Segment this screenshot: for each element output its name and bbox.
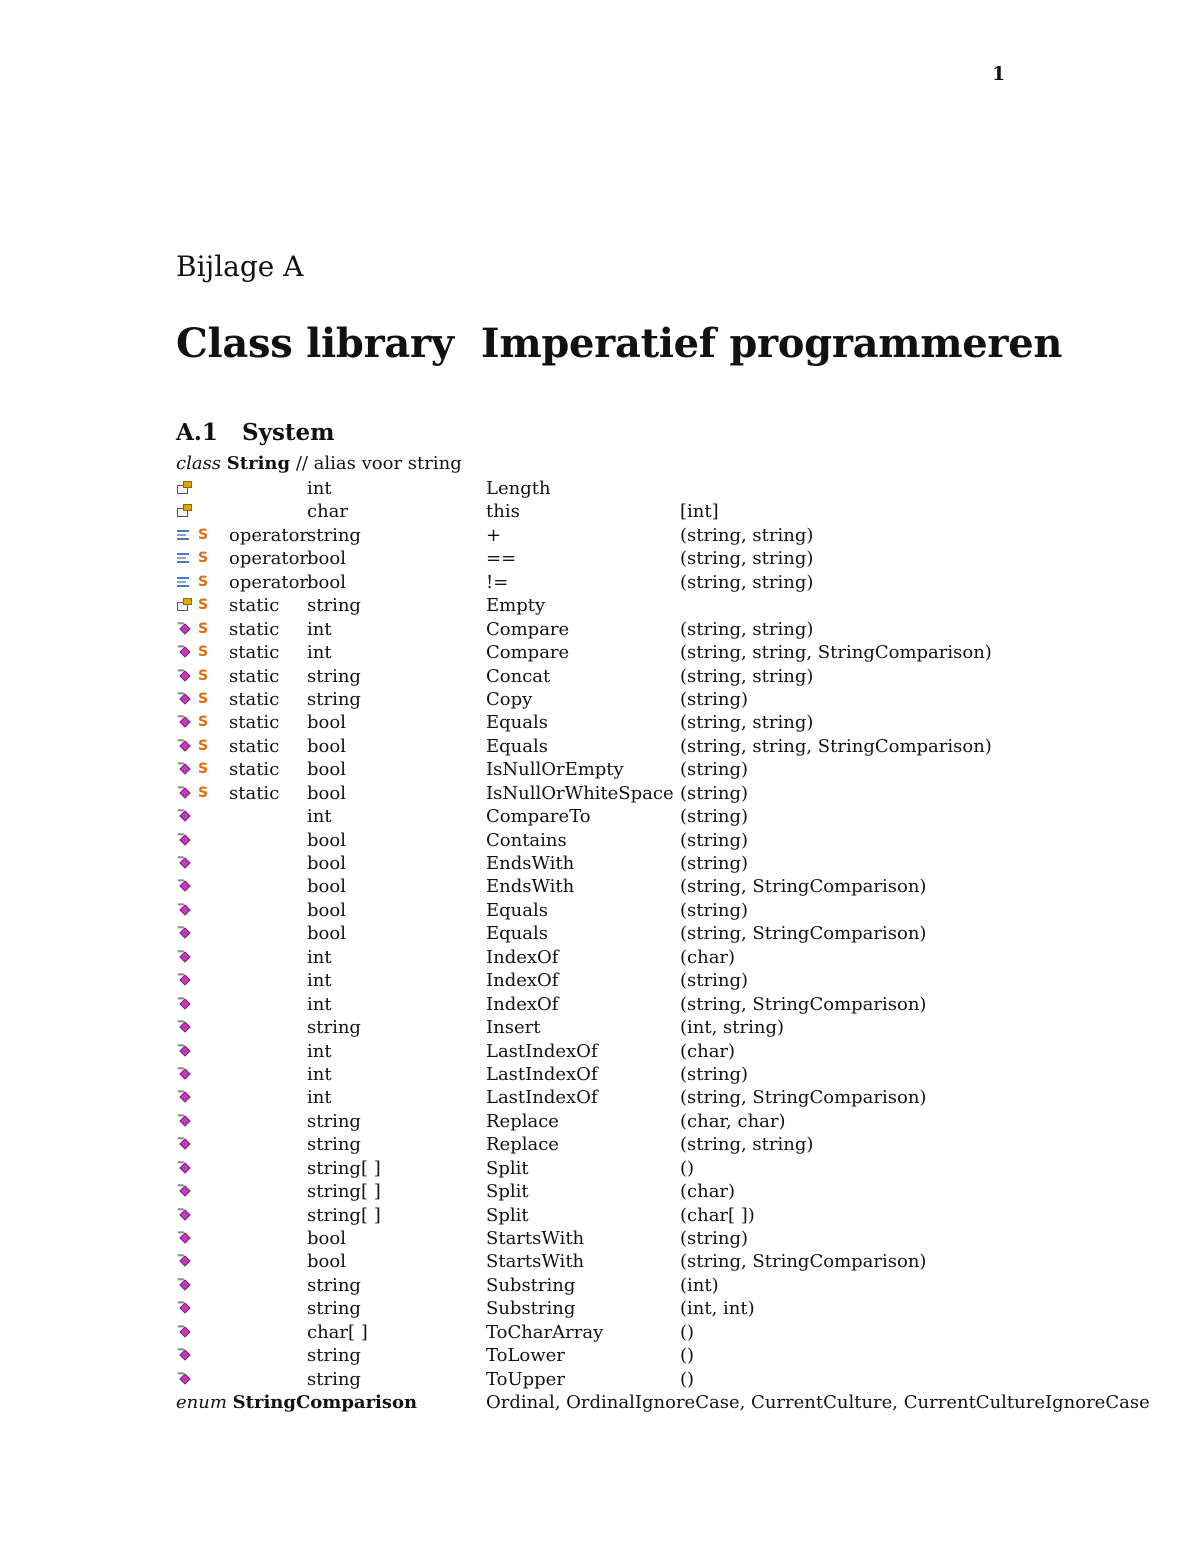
- member-name: Equals: [486, 899, 548, 921]
- member-name: Insert: [486, 1017, 541, 1039]
- static-marker: S: [198, 620, 209, 637]
- member-row: [176, 1204, 1136, 1227]
- member-type: string: [307, 1345, 361, 1367]
- page-number: 1: [992, 63, 1006, 85]
- member-type: string: [307, 1110, 361, 1132]
- member-name: StartsWith: [486, 1251, 585, 1273]
- member-row: [176, 477, 1136, 500]
- member-name: StartsWith: [486, 1228, 585, 1249]
- member-type: string: [307, 1134, 361, 1156]
- member-row: [176, 875, 1136, 898]
- member-name: this: [486, 501, 520, 523]
- member-row: [176, 1063, 1136, 1086]
- member-name: LastIndexOf: [486, 1087, 598, 1109]
- member-type: int: [307, 806, 332, 828]
- chapter-title: Class library Imperatief programmeren: [176, 320, 1063, 367]
- member-modifier: static: [229, 665, 280, 687]
- method-icon: [176, 902, 192, 918]
- member-type: int: [307, 478, 332, 499]
- member-type: char: [307, 501, 349, 523]
- member-type: bool: [307, 548, 346, 570]
- method-icon: [176, 1183, 192, 1199]
- member-name: !=: [486, 571, 509, 593]
- static-marker: S: [198, 573, 209, 590]
- member-params: (string): [680, 853, 748, 874]
- method-icon: [176, 1277, 192, 1293]
- member-name: Split: [486, 1181, 529, 1203]
- static-marker: S: [198, 714, 209, 731]
- method-icon: [176, 1207, 192, 1223]
- member-type: string: [307, 1017, 361, 1039]
- member-row: [176, 993, 1136, 1016]
- member-params: (string): [680, 899, 748, 921]
- section-number: A.1: [176, 419, 218, 446]
- method-icon: [176, 1347, 192, 1363]
- member-row: [176, 641, 1136, 664]
- member-params: (): [680, 1157, 695, 1179]
- member-type: int: [307, 618, 332, 640]
- member-params: (char, char): [680, 1110, 786, 1132]
- member-name: Equals: [486, 735, 548, 757]
- member-name: Contains: [486, 829, 567, 851]
- member-params: (int, string): [680, 1017, 785, 1039]
- member-row: [176, 782, 1136, 805]
- member-type: bool: [307, 876, 346, 898]
- method-icon: [176, 1136, 192, 1152]
- member-name: IsNullOrEmpty: [486, 759, 624, 781]
- member-params: (string, StringComparison): [680, 1251, 927, 1273]
- member-params: (char): [680, 1181, 736, 1203]
- member-modifier: static: [229, 735, 280, 757]
- method-icon: [176, 1371, 192, 1387]
- member-modifier: static: [229, 618, 280, 640]
- member-type: int: [307, 1087, 332, 1109]
- member-type: int: [307, 1063, 332, 1085]
- member-row: [176, 899, 1136, 922]
- member-params: (string): [680, 806, 748, 828]
- member-row: [176, 946, 1136, 969]
- member-name: Compare: [486, 618, 570, 640]
- member-params: (string, string, StringComparison): [680, 642, 992, 664]
- member-type: string: [307, 1274, 361, 1296]
- member-row: [176, 524, 1136, 547]
- member-row: [176, 1344, 1136, 1367]
- member-row: [176, 1180, 1136, 1203]
- member-row: [176, 711, 1136, 734]
- method-icon: [176, 738, 192, 754]
- enum-values: Ordinal, OrdinalIgnoreCase, CurrentCulture, CurrentCultureIgnoreCase: [486, 1392, 1150, 1413]
- member-name: Equals: [486, 712, 548, 734]
- member-row: [176, 500, 1136, 523]
- member-type: bool: [307, 853, 346, 874]
- member-params: (string, string): [680, 1134, 814, 1156]
- method-icon: [176, 761, 192, 777]
- method-icon: [176, 855, 192, 871]
- member-type: int: [307, 1040, 332, 1062]
- member-row: [176, 594, 1136, 617]
- static-marker: S: [198, 690, 209, 707]
- member-params: (): [680, 1345, 695, 1367]
- member-row: [176, 1368, 1136, 1391]
- class-declaration: [176, 453, 462, 474]
- member-row: [176, 1016, 1136, 1039]
- member-type: string[ ]: [307, 1204, 381, 1226]
- method-icon: [176, 1300, 192, 1316]
- member-type: string[ ]: [307, 1181, 381, 1203]
- member-name: Length: [486, 478, 551, 499]
- indexer-icon: [176, 503, 192, 519]
- class-name: String: [226, 453, 291, 474]
- method-icon: [176, 996, 192, 1012]
- member-row: [176, 1133, 1136, 1156]
- member-params: (string): [680, 1228, 748, 1249]
- member-row: [176, 665, 1136, 688]
- member-modifier: static: [229, 688, 280, 710]
- method-icon: [176, 1253, 192, 1269]
- member-modifier: static: [229, 759, 280, 781]
- member-params: (string, StringComparison): [680, 993, 927, 1015]
- class-comment: // alias voor string: [295, 453, 462, 474]
- member-name: Split: [486, 1204, 529, 1226]
- member-row: [176, 571, 1136, 594]
- member-row: [176, 758, 1136, 781]
- member-modifier: operator: [229, 548, 309, 570]
- static-marker: S: [198, 644, 209, 661]
- member-params: (string): [680, 688, 748, 710]
- member-type: bool: [307, 782, 346, 804]
- member-row: [176, 618, 1136, 641]
- member-type: bool: [307, 571, 346, 593]
- member-params: (string): [680, 1063, 748, 1085]
- member-name: IndexOf: [486, 970, 559, 992]
- member-params: (string, string): [680, 548, 814, 570]
- member-row: [176, 1297, 1136, 1320]
- member-params: (string, string): [680, 524, 814, 546]
- member-params: (string, string, StringComparison): [680, 735, 992, 757]
- member-name: EndsWith: [486, 876, 575, 898]
- member-type: bool: [307, 735, 346, 757]
- operator-icon: [176, 574, 192, 590]
- method-icon: [176, 1324, 192, 1340]
- member-name: Replace: [486, 1134, 559, 1156]
- member-params: (char[ ]): [680, 1204, 755, 1226]
- enum-declaration: [176, 1392, 1176, 1415]
- member-row: [176, 969, 1136, 992]
- static-marker: S: [198, 597, 209, 614]
- member-name: Empty: [486, 595, 546, 617]
- appendix-label: Bijlage A: [176, 250, 304, 283]
- method-icon: [176, 785, 192, 801]
- member-row: [176, 1321, 1136, 1344]
- method-icon: [176, 1019, 192, 1035]
- static-marker: S: [198, 667, 209, 684]
- class-keyword: class: [176, 453, 222, 474]
- member-type: string: [307, 688, 361, 710]
- member-params: (string): [680, 782, 748, 804]
- member-name: LastIndexOf: [486, 1040, 598, 1062]
- member-type: bool: [307, 829, 346, 851]
- member-params: (): [680, 1368, 695, 1390]
- member-name: ToCharArray: [486, 1321, 604, 1343]
- member-row: [176, 1250, 1136, 1273]
- member-name: Replace: [486, 1110, 559, 1132]
- member-name: +: [486, 524, 502, 546]
- member-name: Equals: [486, 923, 548, 945]
- member-params: (int, int): [680, 1298, 755, 1320]
- method-icon: [176, 668, 192, 684]
- member-type: int: [307, 642, 332, 664]
- method-icon: [176, 832, 192, 848]
- enum-name: StringComparison: [232, 1392, 418, 1413]
- member-row: [176, 1040, 1136, 1063]
- member-name: CompareTo: [486, 806, 591, 828]
- operator-icon: [176, 527, 192, 543]
- member-name: LastIndexOf: [486, 1063, 598, 1085]
- member-type: bool: [307, 923, 346, 945]
- member-row: [176, 1227, 1136, 1250]
- member-params: (string): [680, 829, 748, 851]
- member-params: (char): [680, 1040, 736, 1062]
- method-icon: [176, 621, 192, 637]
- member-row: [176, 1110, 1136, 1133]
- member-row: [176, 1157, 1136, 1180]
- method-icon: [176, 949, 192, 965]
- member-params: (string, string): [680, 665, 814, 687]
- member-row: [176, 922, 1136, 945]
- member-params: (string, string): [680, 618, 814, 640]
- member-modifier: static: [229, 642, 280, 664]
- method-icon: [176, 808, 192, 824]
- member-modifier: static: [229, 782, 280, 804]
- member-type: bool: [307, 899, 346, 921]
- static-marker: S: [198, 761, 209, 778]
- member-row: [176, 547, 1136, 570]
- member-name: Concat: [486, 665, 551, 687]
- member-row: [176, 1274, 1136, 1297]
- static-marker: S: [198, 550, 209, 567]
- member-type: bool: [307, 759, 346, 781]
- property-icon: [176, 597, 192, 613]
- member-modifier: operator: [229, 571, 309, 593]
- method-icon: [176, 925, 192, 941]
- section-heading: [176, 419, 335, 446]
- member-params: (string, StringComparison): [680, 923, 927, 945]
- method-icon: [176, 1066, 192, 1082]
- member-type: string: [307, 665, 361, 687]
- member-name: Substring: [486, 1298, 576, 1320]
- member-row: [176, 1086, 1136, 1109]
- member-row: [176, 852, 1136, 875]
- member-list: [176, 477, 1136, 1391]
- member-type: char[ ]: [307, 1321, 368, 1343]
- member-name: EndsWith: [486, 853, 575, 874]
- member-row: [176, 829, 1136, 852]
- property-icon: [176, 480, 192, 496]
- operator-icon: [176, 550, 192, 566]
- member-modifier: static: [229, 712, 280, 734]
- enum-keyword: enum: [176, 1392, 227, 1413]
- member-row: [176, 688, 1136, 711]
- member-name: IndexOf: [486, 993, 559, 1015]
- member-type: string[ ]: [307, 1157, 381, 1179]
- member-name: ToUpper: [486, 1368, 565, 1390]
- member-name: Copy: [486, 688, 533, 710]
- method-icon: [176, 972, 192, 988]
- member-type: string: [307, 1368, 361, 1390]
- member-type: string: [307, 524, 361, 546]
- member-row: [176, 805, 1136, 828]
- method-icon: [176, 714, 192, 730]
- member-type: string: [307, 595, 361, 617]
- member-params: (string): [680, 970, 748, 992]
- member-modifier: static: [229, 595, 280, 617]
- member-params: (string, string): [680, 571, 814, 593]
- member-type: int: [307, 946, 332, 968]
- method-icon: [176, 1089, 192, 1105]
- member-name: ToLower: [486, 1345, 565, 1367]
- member-params: (string, StringComparison): [680, 876, 927, 898]
- method-icon: [176, 1113, 192, 1129]
- static-marker: S: [198, 526, 209, 543]
- member-name: IsNullOrWhiteSpace: [486, 782, 674, 804]
- member-name: Substring: [486, 1274, 576, 1296]
- member-row: [176, 735, 1136, 758]
- member-name: Compare: [486, 642, 570, 664]
- member-modifier: operator: [229, 524, 309, 546]
- method-icon: [176, 1043, 192, 1059]
- member-params: (): [680, 1321, 695, 1343]
- member-params: (string, string): [680, 712, 814, 734]
- static-marker: S: [198, 737, 209, 754]
- method-icon: [176, 1160, 192, 1176]
- member-name: Split: [486, 1157, 529, 1179]
- member-type: string: [307, 1298, 361, 1320]
- section-title: System: [242, 419, 335, 446]
- member-params: (int): [680, 1274, 719, 1296]
- member-type: bool: [307, 1251, 346, 1273]
- member-type: int: [307, 993, 332, 1015]
- method-icon: [176, 691, 192, 707]
- member-params: [int]: [680, 501, 719, 523]
- method-icon: [176, 878, 192, 894]
- member-name: IndexOf: [486, 946, 559, 968]
- member-type: bool: [307, 712, 346, 734]
- member-type: int: [307, 970, 332, 992]
- static-marker: S: [198, 784, 209, 801]
- member-params: (string, StringComparison): [680, 1087, 927, 1109]
- member-params: (char): [680, 946, 736, 968]
- method-icon: [176, 644, 192, 660]
- member-params: (string): [680, 759, 748, 781]
- member-name: ==: [486, 548, 517, 570]
- member-type: bool: [307, 1228, 346, 1249]
- method-icon: [176, 1230, 192, 1246]
